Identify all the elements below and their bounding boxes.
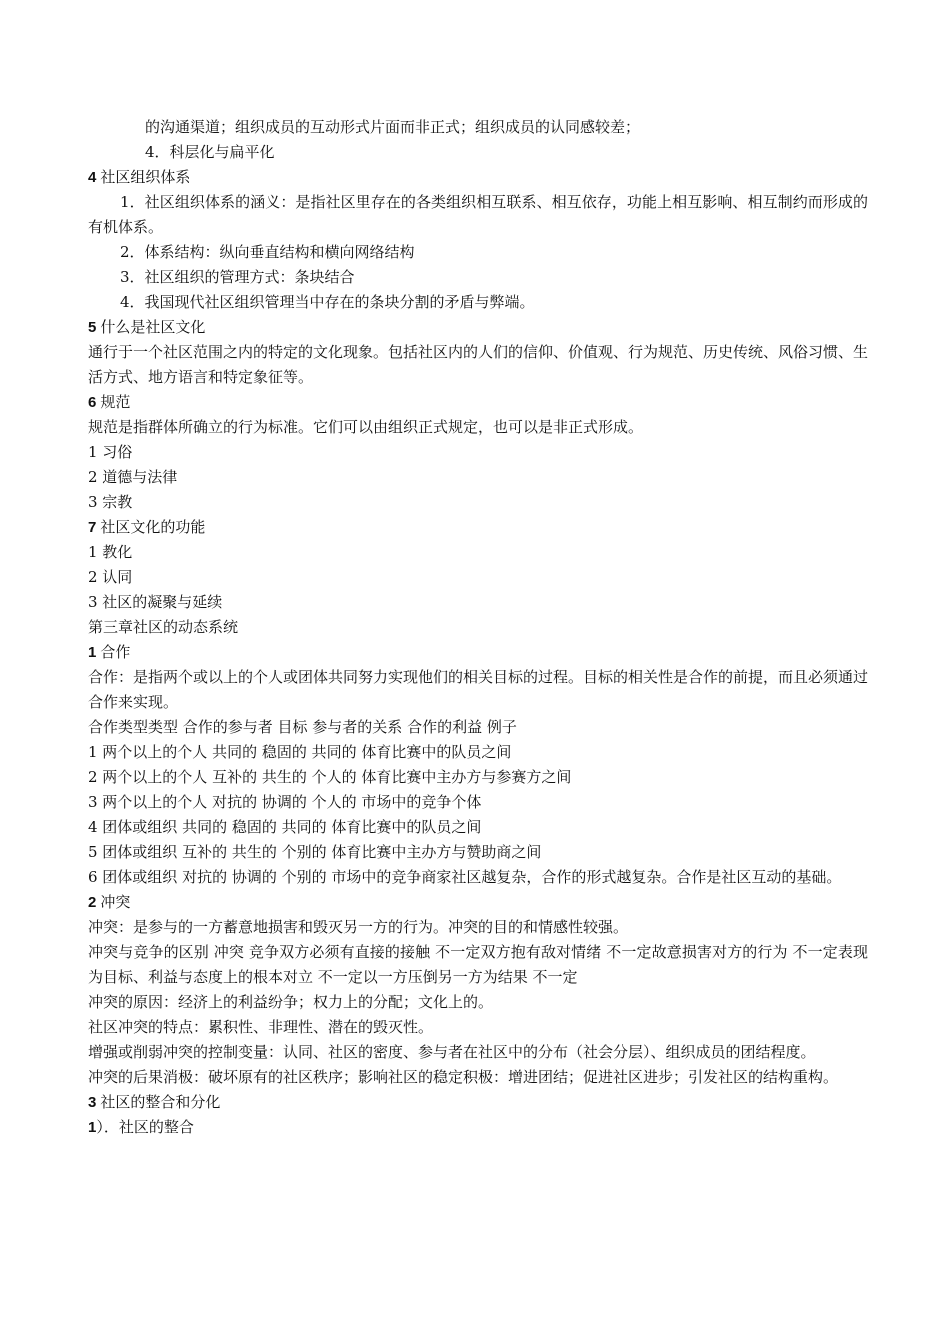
paragraph: 冲突的后果消极：破坏原有的社区秩序；影响社区的稳定积极：增进团结；促进社区进步；引发社区的结构重构。: [88, 1068, 839, 1086]
section-title: 社区文化的功能: [100, 518, 206, 536]
section-number: 1: [88, 644, 97, 661]
subsection-title: ）．社区的整合: [96, 1118, 194, 1136]
section-number: 5: [88, 319, 97, 336]
list-item: 4．科层化与扁平化: [145, 143, 275, 161]
paragraph: 冲突：是参与的一方蓄意地损害和毁灭另一方的行为。冲突的目的和情感性较强。: [88, 918, 629, 936]
list-item: 2 认同: [88, 568, 133, 586]
list-item: 1 教化: [88, 543, 133, 561]
list-item: 3 社区的凝聚与延续: [88, 593, 223, 611]
list-item: 3．社区组织的管理方式：条块结合: [120, 268, 355, 286]
subsection-heading: [88, 1115, 868, 1140]
table-row: 3 两个以上的个人 对抗的 协调的 个人的 市场中的竞争个体: [88, 793, 482, 811]
list-item: 4．我国现代社区组织管理当中存在的条块分割的矛盾与弊端。: [120, 293, 535, 311]
list-item: 3 宗教: [88, 493, 133, 511]
paragraph: 合作：是指两个或以上的个人或团体共同努力实现他们的相关目标的过程。目标的相关性是合作的前提，而且必须通过合作来实现。: [88, 668, 869, 711]
paragraph: 冲突的原因：经济上的利益纷争；权力上的分配；文化上的。: [88, 993, 494, 1011]
section-heading: [88, 165, 868, 190]
table-row: 2 两个以上的个人 互补的 共生的 个人的 体育比赛中主办方与参赛方之间: [88, 768, 572, 786]
section-title: 什么是社区文化: [100, 318, 206, 336]
list-item: 2．体系结构：纵向垂直结构和横向网络结构: [120, 243, 415, 261]
section-heading: [88, 890, 868, 915]
table-header-line: 合作类型类型 合作的参与者 目标 参与者的关系 合作的利益 例子: [88, 718, 517, 736]
section-heading: [88, 1090, 868, 1115]
section-title: 规范: [100, 393, 131, 411]
section-title: 合作: [100, 643, 131, 661]
section-heading: [88, 515, 868, 540]
table-row: 5 团体或组织 互补的 共生的 个别的 体育比赛中主办方与赞助商之间: [88, 843, 542, 861]
text-line: 的沟通渠道；组织成员的互动形式片面而非正式；组织成员的认同感较差；: [145, 118, 641, 136]
table-row: 1 两个以上的个人 共同的 稳固的 共同的 体育比赛中的队员之间: [88, 743, 512, 761]
section-number: 7: [88, 519, 97, 536]
section-number: 2: [88, 894, 97, 911]
subsection-number: 1: [88, 1119, 97, 1136]
section-title: 社区的整合和分化: [100, 1093, 221, 1111]
table-row: 6 团体或组织 对抗的 协调的 个别的 市场中的竞争商家社区越复杂，合作的形式越复杂。合作是社区互动的基础。: [88, 868, 842, 886]
list-item: 1 习俗: [88, 443, 133, 461]
section-heading: [88, 640, 868, 665]
chapter-heading: 第三章社区的动态系统: [88, 618, 239, 636]
list-item: 1．社区组织体系的涵义：是指社区里存在的各类组织相互联系、相互依存，功能上相互影响、相互制约而形成的有机体系。: [88, 193, 868, 236]
list-item: 2 道德与法律: [88, 468, 178, 486]
section-heading: [88, 390, 868, 415]
section-heading: [88, 315, 868, 340]
section-title: 冲突: [100, 893, 131, 911]
paragraph: 规范是指群体所确立的行为标准。它们可以由组织正式规定，也可以是非正式形成。: [88, 418, 644, 436]
document-page: [88, 115, 868, 1140]
section-number: 4: [88, 169, 97, 186]
section-title: 社区组织体系: [100, 168, 191, 186]
section-number: 6: [88, 394, 97, 411]
paragraph: 增强或削弱冲突的控制变量：认同、社区的密度、参与者在社区中的分布（社会分层）、组织成员的团结程度。: [88, 1043, 816, 1061]
section-number: 3: [88, 1094, 97, 1111]
table-row: 4 团体或组织 共同的 稳固的 共同的 体育比赛中的队员之间: [88, 818, 482, 836]
paragraph: 冲突与竞争的区别 冲突 竞争双方必须有直接的接触 不一定双方抱有敌对情绪 不一定故意损害对方的行为 不一定表现为目标、利益与态度上的根本对立 不一定以一方压倒另一方为结果 不一定: [88, 943, 868, 986]
paragraph: 通行于一个社区范围之内的特定的文化现象。包括社区内的人们的信仰、价值观、行为规范、历史传统、风俗习惯、生活方式、地方语言和特定象征等。: [88, 343, 869, 386]
paragraph: 社区冲突的特点：累积性、非理性、潜在的毁灭性。: [88, 1018, 434, 1036]
